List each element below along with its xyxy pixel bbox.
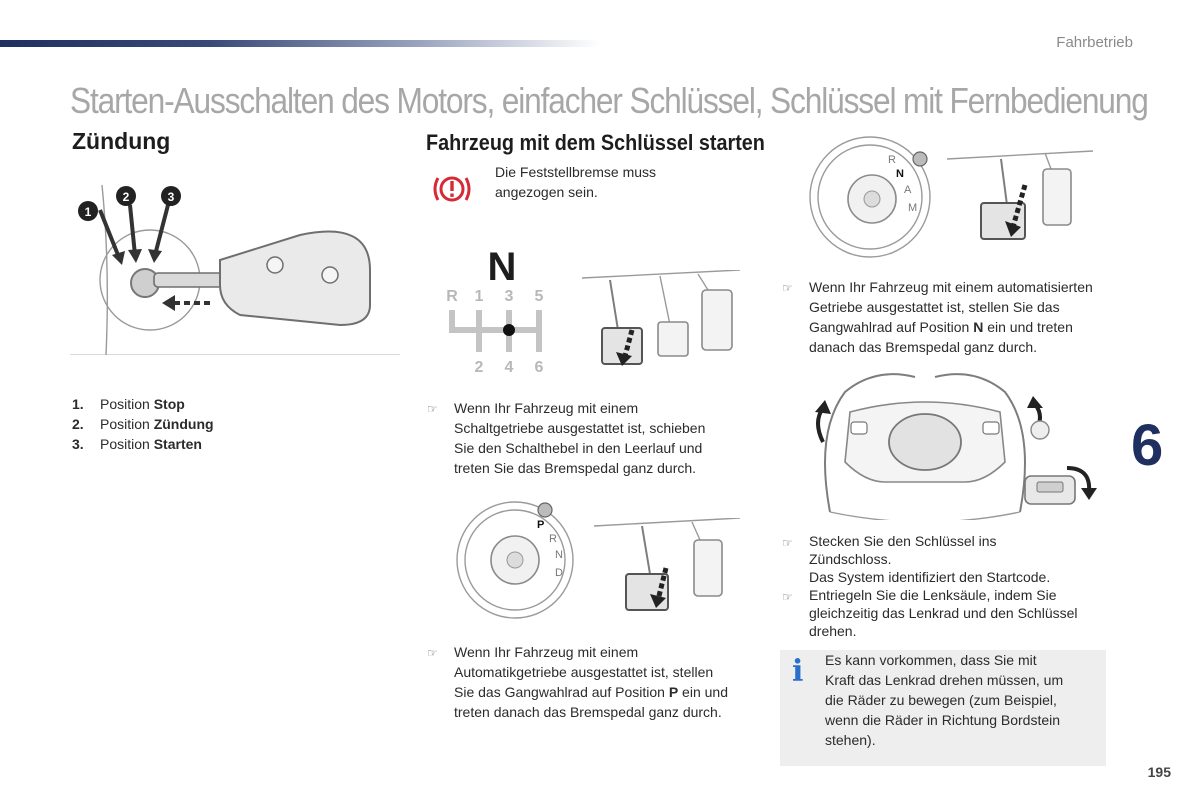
chapter-number: 6	[1131, 413, 1164, 478]
gear-label: 1	[474, 288, 484, 305]
gear-label: 2	[474, 359, 484, 376]
selector-letter: R	[888, 154, 896, 166]
selector-letter: A	[904, 184, 912, 196]
gear-selector-n-illustration	[800, 135, 940, 260]
insert-key-text: Stecken Sie den Schlüssel ins Zündschloss. Das System identifiziert den Startcode.	[809, 533, 1051, 585]
handbrake-note: Die Feststellbremse muss angezogen sein.	[495, 164, 657, 200]
key-marker-2: 2	[122, 190, 130, 204]
info-box	[780, 650, 1106, 766]
gear-label: 3	[504, 288, 514, 305]
gear-selector-p-illustration	[445, 500, 585, 620]
list-item: 3. Position Starten	[72, 436, 202, 452]
key-marker-3: 3	[167, 190, 175, 204]
bullet-icon: ☞	[427, 402, 438, 416]
ignition-key-illustration	[70, 165, 400, 355]
info-icon: i	[792, 654, 804, 689]
selector-letter: D	[555, 567, 563, 579]
selector-letter: N	[555, 549, 563, 561]
selector-letter: M	[908, 202, 918, 214]
bullet-icon: ☞	[782, 281, 793, 295]
selector-letter: N	[896, 168, 904, 180]
brake-pedal-illustration-auto	[592, 518, 742, 613]
position-n: N	[973, 319, 984, 335]
page-number: 195	[1147, 764, 1171, 780]
manual-gearbox-illustration	[440, 244, 570, 378]
bullet-icon: ☞	[782, 536, 793, 550]
heading-zuendung: Zündung	[72, 128, 171, 154]
gear-label: 4	[504, 359, 514, 376]
heading-key-start: Fahrzeug mit dem Schlüssel starten	[426, 130, 765, 155]
automatic-gearbox-text: Wenn Ihr Fahrzeug mit einem Automatikgetriebe ausgestattet ist, stellen Sie das Gangwahlrad auf Position P ein und treten danach das Bremspedal ganz durch.	[454, 644, 728, 720]
gear-label: 6	[534, 359, 544, 376]
automated-gearbox-text: Wenn Ihr Fahrzeug mit einem automatisierten Getriebe ausgestattet ist, stellen Sie das Gangwahlrad auf Position N ein und treten danach das Bremspedal ganz durch.	[809, 279, 1093, 355]
list-item: 1. Position Stop	[72, 396, 185, 412]
ignition-positions-list	[72, 394, 214, 454]
gear-label: R	[446, 288, 458, 305]
bullet-icon: ☞	[782, 590, 793, 604]
bullet-icon: ☞	[427, 646, 438, 660]
selector-letter: P	[537, 519, 545, 531]
gear-label: 5	[534, 288, 544, 305]
key-marker-1: 1	[84, 205, 92, 219]
selector-letter: R	[549, 533, 557, 545]
steering-wheel-illustration	[805, 372, 1105, 520]
info-text: Es kann vorkommen, dass Sie mit Kraft das Lenkrad drehen müssen, um die Räder zu bewegen (zum Beispiel, wenn die Räder in Richtung Bordstein stehen).	[825, 652, 1064, 748]
pedals-illustration-manual	[580, 270, 742, 380]
header-accent-bar	[0, 40, 600, 47]
brake-pedal-illustration-automated	[945, 145, 1095, 245]
section-name: Fahrbetrieb	[1056, 34, 1133, 51]
manual-gearbox-text: Wenn Ihr Fahrzeug mit einem Schaltgetriebe ausgestattet ist, schieben Sie den Schalthebel in den Leerlauf und treten Sie das Bremspedal ganz durch.	[454, 400, 706, 476]
handbrake-warning-icon	[432, 172, 472, 206]
list-item: 2. Position Zündung	[72, 416, 214, 432]
page-title: Starten-Ausschalten des Motors, einfacher Schlüssel, Schlüssel mit Fernbedienung	[70, 80, 1148, 121]
gear-neutral-letter: N	[487, 245, 517, 289]
position-p: P	[668, 684, 679, 700]
unlock-steering-text: Entriegeln Sie die Lenksäule, indem Sie gleichzeitig das Lenkrad und den Schlüssel drehen.	[809, 587, 1078, 639]
